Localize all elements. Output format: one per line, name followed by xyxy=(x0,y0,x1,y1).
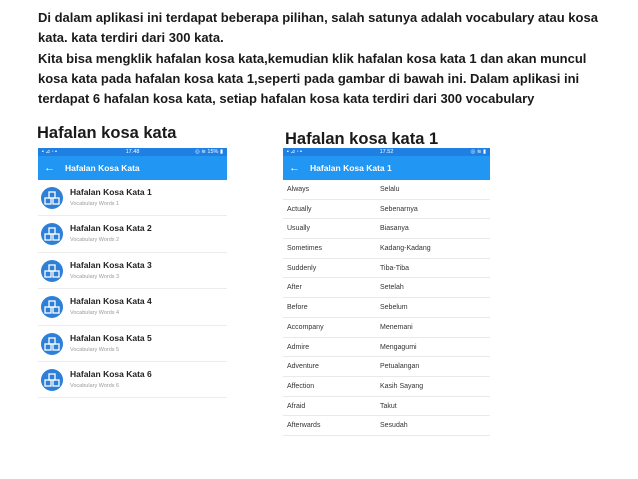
book-stack-icon xyxy=(41,260,63,282)
intro-paragraph-2: Kita bisa mengklik hafalan kosa kata,kemudian klik hafalan kosa kata 1 dan akan muncul kosa kata pada hafalan kosa kata 1,seperti pada gambar di bawah ini. Dalam aplikasi ini terdapat 6 hafalan kosa kata, setiap hafalan kosa kata terdiri dari 300 vocabulary xyxy=(38,50,587,107)
menu-item-subtitle: Vocabulary Words 5 xyxy=(70,346,120,353)
english-word: Sometimes xyxy=(287,245,323,253)
menu-list xyxy=(38,180,227,398)
english-word: Always xyxy=(287,186,310,193)
vocabulary-row[interactable] xyxy=(283,377,490,397)
indonesian-word: Kadang-Kadang xyxy=(380,245,431,253)
vocabulary-row[interactable] xyxy=(283,357,490,377)
english-word: Before xyxy=(287,304,308,312)
intro-paragraph-1: Di dalam aplikasi ini terdapat beberapa pilihan, salah satunya adalah vocabulary atau kosa kata. kata terdiri dari 300 kata. xyxy=(38,10,598,46)
menu-item[interactable] xyxy=(38,216,227,252)
menu-item-title: Hafalan Kosa Kata 1 xyxy=(70,187,152,197)
back-arrow-icon[interactable]: ← xyxy=(44,162,55,174)
status-time: 17.48 xyxy=(125,149,140,155)
app-bar xyxy=(283,156,490,180)
indonesian-word: Tiba-Tiba xyxy=(380,264,410,272)
book-stack-icon xyxy=(41,223,63,245)
english-word: After xyxy=(287,284,302,292)
status-icons-right: ◎ ≋ ▮ xyxy=(470,149,486,155)
indonesian-word: Setelah xyxy=(380,284,404,292)
book-stack-icon xyxy=(41,187,63,209)
english-word: Adventure xyxy=(287,363,319,371)
book-stack-icon xyxy=(41,296,63,318)
vocabulary-row[interactable] xyxy=(283,259,490,279)
indonesian-word: Biasanya xyxy=(380,225,409,233)
menu-item-title: Hafalan Kosa Kata 6 xyxy=(70,368,152,379)
menu-item-title: Hafalan Kosa Kata 5 xyxy=(70,332,152,343)
caption-left: Hafalan kosa kata xyxy=(37,124,177,142)
status-bar xyxy=(38,148,227,156)
english-word: Affection xyxy=(287,382,315,390)
status-bar xyxy=(283,148,490,156)
app-bar-title: Hafalan Kosa Kata 1 xyxy=(310,163,392,173)
menu-item[interactable] xyxy=(38,289,227,325)
book-stack-icon xyxy=(41,369,63,391)
indonesian-word: Selalu xyxy=(380,186,400,193)
english-word: Accompany xyxy=(287,323,324,331)
indonesian-word: Mengagumi xyxy=(380,343,417,351)
status-icons-left: ▪ ⊿ ◦ ▪ xyxy=(287,149,303,155)
intro-text xyxy=(38,8,606,109)
english-word: Suddenly xyxy=(287,264,317,272)
menu-item-title: Hafalan Kosa Kata 2 xyxy=(70,223,152,234)
english-word: Afraid xyxy=(287,402,306,410)
vocabulary-row[interactable] xyxy=(283,219,490,239)
vocabulary-row[interactable] xyxy=(283,338,490,358)
menu-item-subtitle: Vocabulary Words 1 xyxy=(70,201,120,207)
indonesian-word: Takut xyxy=(380,402,397,410)
menu-item-title: Hafalan Kosa Kata 4 xyxy=(70,296,152,307)
menu-item-subtitle: Vocabulary Words 6 xyxy=(70,382,120,389)
menu-item[interactable] xyxy=(38,362,227,398)
indonesian-word: Petualangan xyxy=(380,363,420,371)
menu-item-subtitle: Vocabulary Words 2 xyxy=(70,237,120,244)
menu-screen xyxy=(38,148,227,400)
status-icons-right: ◎ ≋ 15% ▮ xyxy=(194,149,223,155)
indonesian-word: Menemani xyxy=(380,323,413,331)
menu-item-subtitle: Vocabulary Words 3 xyxy=(70,273,120,280)
vocabulary-row[interactable] xyxy=(283,180,490,200)
vocabulary-row[interactable] xyxy=(283,200,490,220)
vocabulary-list xyxy=(283,180,490,436)
indonesian-word: Sesudah xyxy=(380,422,408,430)
app-bar xyxy=(38,156,227,180)
indonesian-word: Sebelum xyxy=(380,304,408,312)
back-arrow-icon[interactable]: ← xyxy=(289,162,300,174)
vocabulary-row[interactable] xyxy=(283,278,490,298)
vocabulary-row[interactable] xyxy=(283,318,490,338)
vocabulary-row[interactable] xyxy=(283,298,490,318)
menu-item[interactable] xyxy=(38,180,227,216)
app-bar-title: Hafalan Kosa Kata xyxy=(65,163,140,173)
indonesian-word: Kasih Sayang xyxy=(380,382,424,390)
book-stack-icon xyxy=(41,333,63,355)
caption-right: Hafalan kosa kata 1 xyxy=(285,130,439,148)
english-word: Admire xyxy=(287,343,310,351)
english-word: Afterwards xyxy=(287,422,321,430)
indonesian-word: Sebenarnya xyxy=(380,205,418,213)
vocabulary-row[interactable] xyxy=(283,239,490,259)
status-time: 17.52 xyxy=(379,149,394,155)
english-word: Usually xyxy=(287,225,310,233)
vocabulary-screen xyxy=(283,148,490,430)
menu-item[interactable] xyxy=(38,253,227,289)
menu-item[interactable] xyxy=(38,326,227,362)
english-word: Actually xyxy=(287,205,312,213)
status-icons-left: ▪ ⊿ ◦ ▪ xyxy=(42,149,58,155)
menu-item-title: Hafalan Kosa Kata 3 xyxy=(70,259,152,270)
vocabulary-row[interactable] xyxy=(283,416,490,436)
vocabulary-row[interactable] xyxy=(283,397,490,417)
menu-item-subtitle: Vocabulary Words 4 xyxy=(70,310,120,317)
